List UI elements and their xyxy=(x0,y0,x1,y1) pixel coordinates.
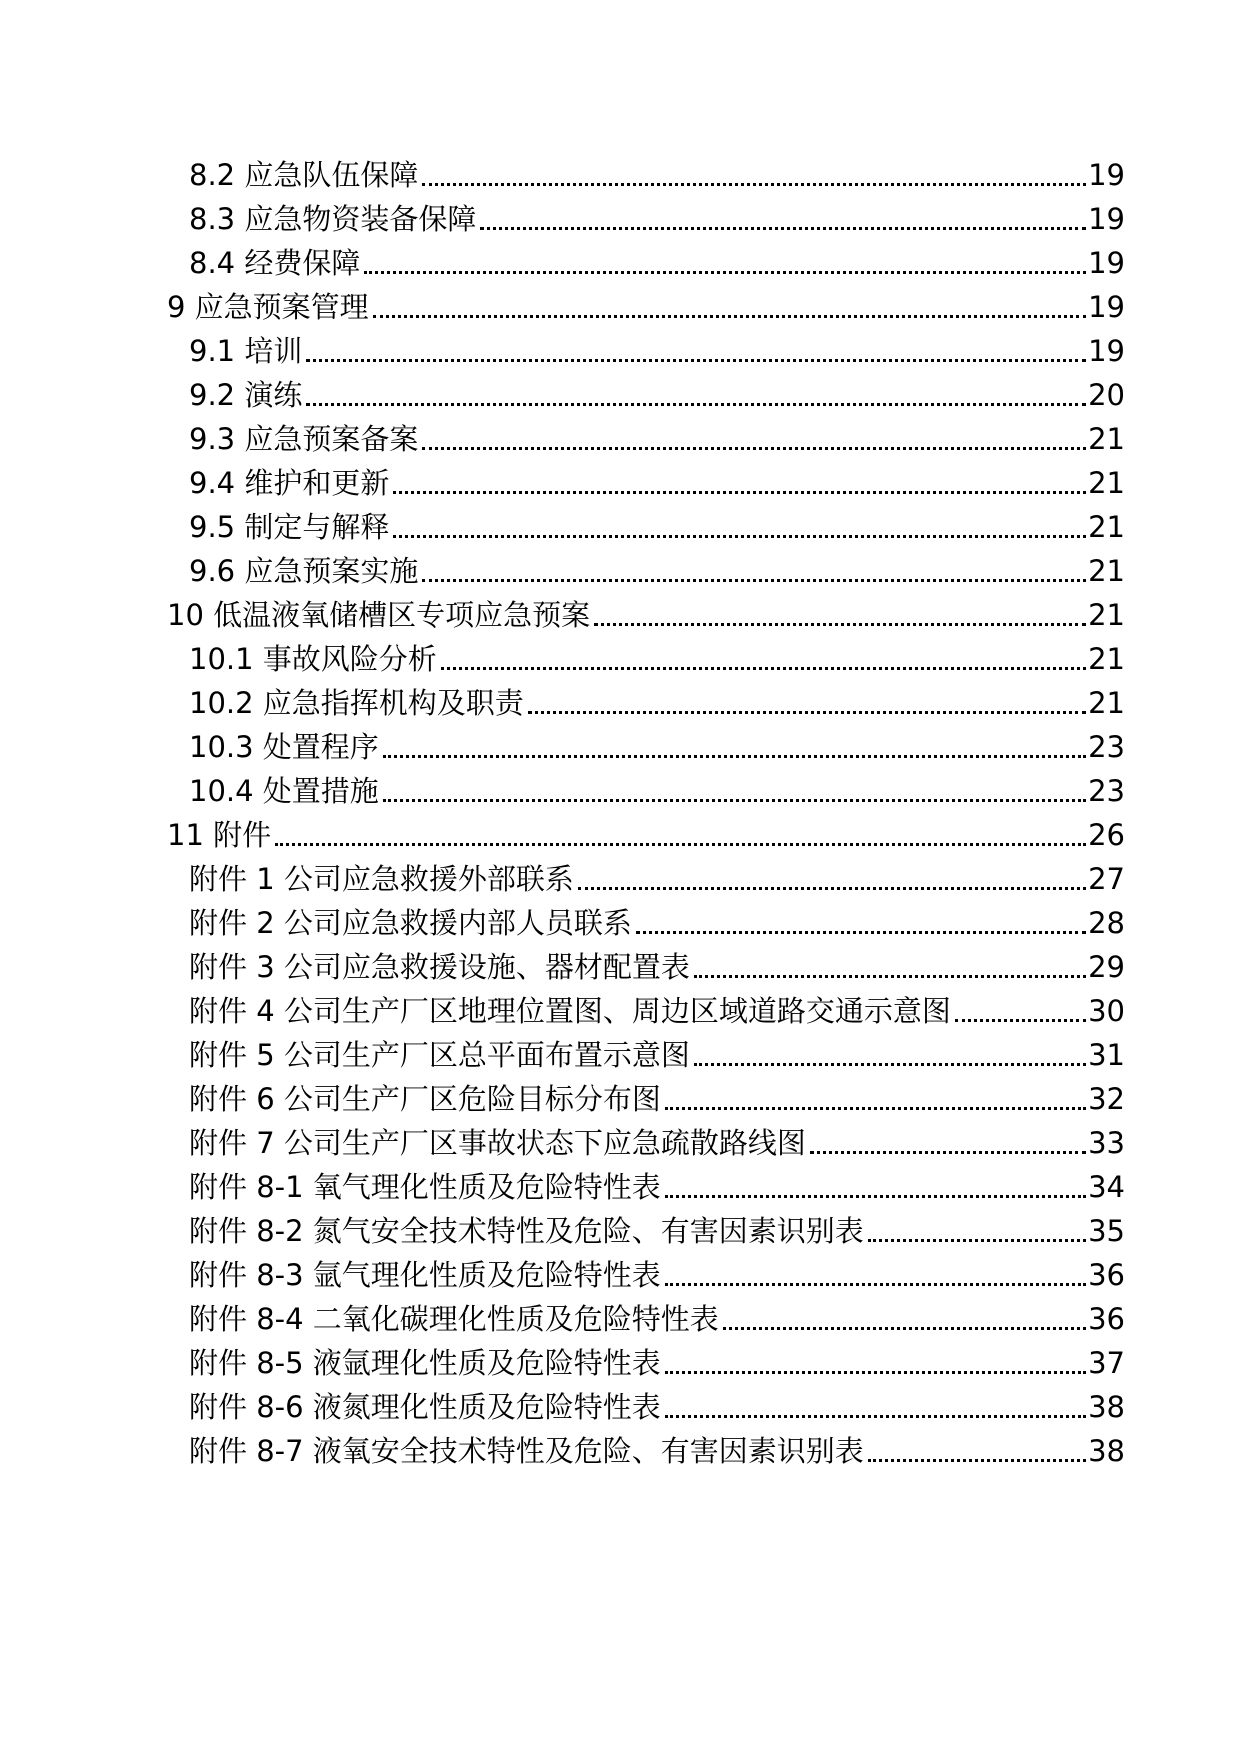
toc-entry[interactable] xyxy=(0,369,1241,413)
dot-leader xyxy=(383,799,1086,802)
toc-entry-page-number: 21 xyxy=(1088,422,1125,456)
toc-entry-title: 11 附件 xyxy=(167,818,272,852)
toc-entry-page-number: 29 xyxy=(1088,950,1125,984)
toc-entry[interactable] xyxy=(0,1293,1241,1337)
toc-entry-page-number: 28 xyxy=(1088,906,1125,940)
toc-entry-title: 10 低温液氧储槽区专项应急预案 xyxy=(167,598,591,632)
dot-leader xyxy=(810,1151,1086,1154)
toc-entry-title: 8.4 经费保障 xyxy=(189,246,361,280)
dot-leader xyxy=(665,1107,1086,1110)
dot-leader xyxy=(665,1415,1086,1418)
toc-entry[interactable] xyxy=(0,237,1241,281)
toc-entry-page-number: 19 xyxy=(1088,158,1125,192)
dot-leader xyxy=(275,843,1086,846)
toc-entry-page-number: 21 xyxy=(1088,686,1125,720)
toc-entry[interactable] xyxy=(0,853,1241,897)
dot-leader xyxy=(723,1327,1086,1330)
toc-entry-page-number: 20 xyxy=(1088,378,1125,412)
toc-entry-title: 附件 8-1 氧气理化性质及危险特性表 xyxy=(189,1170,661,1204)
toc-entry-title: 附件 8-2 氮气安全技术特性及危险、有害因素识别表 xyxy=(189,1214,864,1248)
toc-entry-page-number: 27 xyxy=(1088,862,1125,896)
dot-leader xyxy=(306,359,1086,362)
toc-entry-page-number: 31 xyxy=(1088,1038,1125,1072)
toc-entry[interactable] xyxy=(0,1161,1241,1205)
toc-entry-title: 9.3 应急预案备案 xyxy=(189,422,419,456)
toc-entry-title: 8.3 应急物资装备保障 xyxy=(189,202,477,236)
toc-entry-title: 附件 3 公司应急救援设施、器材配置表 xyxy=(189,950,690,984)
toc-entry-title: 附件 6 公司生产厂区危险目标分布图 xyxy=(189,1082,661,1116)
toc-entry-page-number: 23 xyxy=(1088,730,1125,764)
toc-entry-title: 9.2 演练 xyxy=(189,378,303,412)
toc-entry-page-number: 30 xyxy=(1088,994,1125,1028)
toc-entry[interactable] xyxy=(0,281,1241,325)
toc-entry-page-number: 26 xyxy=(1088,818,1125,852)
toc-entry-title: 10.3 处置程序 xyxy=(189,730,379,764)
dot-leader xyxy=(364,271,1086,274)
toc-entry-title: 附件 8-4 二氧化碳理化性质及危险特性表 xyxy=(189,1302,719,1336)
toc-entry[interactable] xyxy=(0,193,1241,237)
toc-entry-title: 附件 8-5 液氩理化性质及危险特性表 xyxy=(189,1346,661,1380)
dot-leader xyxy=(306,403,1086,406)
toc-entry[interactable] xyxy=(0,501,1241,545)
toc-entry-page-number: 21 xyxy=(1088,510,1125,544)
toc-entry[interactable] xyxy=(0,1117,1241,1161)
toc-entry-page-number: 38 xyxy=(1088,1390,1125,1424)
toc-entry[interactable] xyxy=(0,765,1241,809)
dot-leader xyxy=(480,227,1086,230)
toc-entry[interactable] xyxy=(0,677,1241,721)
dot-leader xyxy=(528,711,1086,714)
dot-leader xyxy=(393,491,1086,494)
dot-leader xyxy=(383,755,1086,758)
table-of-contents xyxy=(0,149,1241,1469)
toc-entry[interactable] xyxy=(0,1029,1241,1073)
dot-leader xyxy=(665,1195,1086,1198)
toc-entry[interactable] xyxy=(0,633,1241,677)
toc-entry[interactable] xyxy=(0,413,1241,457)
toc-entry-title: 10.2 应急指挥机构及职责 xyxy=(189,686,524,720)
toc-entry-title: 9.6 应急预案实施 xyxy=(189,554,419,588)
toc-entry[interactable] xyxy=(0,325,1241,369)
dot-leader xyxy=(422,579,1086,582)
toc-entry-title: 9.1 培训 xyxy=(189,334,303,368)
toc-entry-page-number: 21 xyxy=(1088,466,1125,500)
toc-entry[interactable] xyxy=(0,1249,1241,1293)
toc-entry-title: 8.2 应急队伍保障 xyxy=(189,158,419,192)
toc-entry-title: 附件 5 公司生产厂区总平面布置示意图 xyxy=(189,1038,690,1072)
dot-leader xyxy=(694,1063,1086,1066)
toc-entry-title: 10.1 事故风险分析 xyxy=(189,642,437,676)
toc-entry-page-number: 33 xyxy=(1088,1126,1125,1160)
toc-entry-title: 附件 2 公司应急救援内部人员联系 xyxy=(189,906,632,940)
toc-entry-page-number: 38 xyxy=(1088,1434,1125,1468)
toc-entry-title: 附件 7 公司生产厂区事故状态下应急疏散路线图 xyxy=(189,1126,806,1160)
toc-entry[interactable] xyxy=(0,545,1241,589)
dot-leader xyxy=(636,931,1086,934)
toc-entry-title: 附件 8-3 氩气理化性质及危险特性表 xyxy=(189,1258,661,1292)
toc-entry-page-number: 21 xyxy=(1088,598,1125,632)
toc-entry-title: 附件 1 公司应急救援外部联系 xyxy=(189,862,574,896)
toc-entry[interactable] xyxy=(0,941,1241,985)
toc-entry-title: 9 应急预案管理 xyxy=(167,290,369,324)
toc-entry[interactable] xyxy=(0,1073,1241,1117)
toc-entry-title: 附件 8-7 液氧安全技术特性及危险、有害因素识别表 xyxy=(189,1434,864,1468)
toc-entry-title: 附件 4 公司生产厂区地理位置图、周边区域道路交通示意图 xyxy=(189,994,951,1028)
toc-entry-page-number: 21 xyxy=(1088,554,1125,588)
toc-entry-page-number: 23 xyxy=(1088,774,1125,808)
toc-entry[interactable] xyxy=(0,1205,1241,1249)
toc-entry-title: 9.4 维护和更新 xyxy=(189,466,390,500)
toc-entry-title: 附件 8-6 液氮理化性质及危险特性表 xyxy=(189,1390,661,1424)
toc-entry-title: 10.4 处置措施 xyxy=(189,774,379,808)
dot-leader xyxy=(868,1459,1086,1462)
toc-entry-page-number: 19 xyxy=(1088,290,1125,324)
toc-entry[interactable] xyxy=(0,897,1241,941)
dot-leader xyxy=(422,183,1086,186)
toc-entry-page-number: 36 xyxy=(1088,1302,1125,1336)
toc-entry-page-number: 19 xyxy=(1088,334,1125,368)
dot-leader xyxy=(955,1019,1086,1022)
dot-leader xyxy=(422,447,1086,450)
toc-entry-page-number: 19 xyxy=(1088,246,1125,280)
toc-entry[interactable] xyxy=(0,1425,1241,1469)
dot-leader xyxy=(441,667,1086,670)
toc-entry[interactable] xyxy=(0,149,1241,193)
toc-entry-page-number: 37 xyxy=(1088,1346,1125,1380)
toc-entry[interactable] xyxy=(0,721,1241,765)
toc-entry[interactable] xyxy=(0,1381,1241,1425)
dot-leader xyxy=(393,535,1086,538)
toc-entry[interactable] xyxy=(0,589,1241,633)
toc-entry[interactable] xyxy=(0,985,1241,1029)
dot-leader xyxy=(665,1371,1086,1374)
dot-leader xyxy=(578,887,1086,890)
toc-entry[interactable] xyxy=(0,1337,1241,1381)
dot-leader xyxy=(373,315,1086,318)
toc-entry[interactable] xyxy=(0,457,1241,501)
toc-entry[interactable] xyxy=(0,809,1241,853)
toc-entry-page-number: 21 xyxy=(1088,642,1125,676)
dot-leader xyxy=(694,975,1086,978)
toc-entry-title: 9.5 制定与解释 xyxy=(189,510,390,544)
toc-entry-page-number: 19 xyxy=(1088,202,1125,236)
toc-entry-page-number: 35 xyxy=(1088,1214,1125,1248)
toc-entry-page-number: 36 xyxy=(1088,1258,1125,1292)
dot-leader xyxy=(665,1283,1086,1286)
dot-leader xyxy=(594,623,1086,626)
toc-entry-page-number: 32 xyxy=(1088,1082,1125,1116)
toc-entry-page-number: 34 xyxy=(1088,1170,1125,1204)
dot-leader xyxy=(868,1239,1086,1242)
